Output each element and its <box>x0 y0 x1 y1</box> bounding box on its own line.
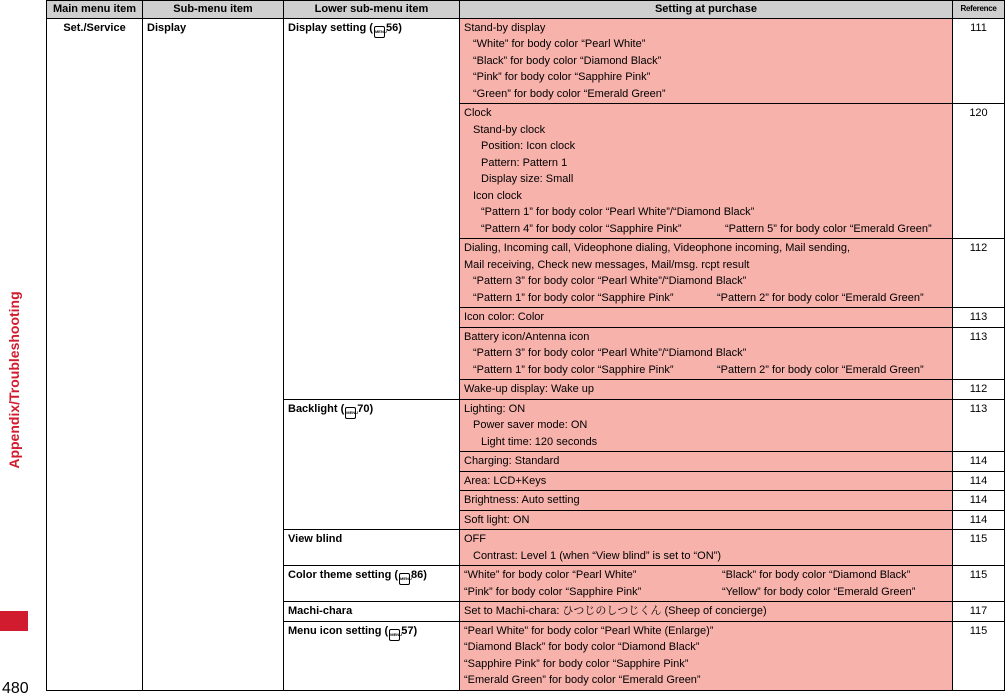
setting-cell-view-blind <box>460 530 953 566</box>
lower-item-machi-chara: Machi-chara <box>284 602 460 622</box>
menu-icon-label: Menu icon setting ( <box>288 624 389 637</box>
setting-line: OFF <box>464 533 486 545</box>
setting-cell-area <box>460 471 953 491</box>
setting-line-col1: “Pink” for body color “Sapphire Pink” <box>464 585 642 598</box>
reference-page: 113 <box>953 308 1005 328</box>
lower-item-color-theme <box>284 566 460 602</box>
reference-page: 114 <box>953 510 1005 530</box>
setting-line: Dialing, Incoming call, Videophone dialing, Videophone incoming, Mail sending, <box>464 242 851 254</box>
setting-cell-lighting <box>460 399 953 452</box>
section-title: Appendix/Troubleshooting <box>6 291 22 469</box>
reference-page: 120 <box>953 104 1005 239</box>
setting-line: Set to Machi-chara: ひつじのしつじくん (Sheep of concierge) <box>464 605 767 617</box>
book-icon: MENU <box>389 629 400 641</box>
setting-cell-brightness <box>460 491 953 511</box>
reference-page: 114 <box>953 452 1005 472</box>
setting-line-col2: “Pattern 2” for body color “Emerald Green” <box>717 291 924 304</box>
setting-cell-icon-color <box>460 308 953 328</box>
setting-line: “Emerald Green” for body color “Emerald Green” <box>464 674 701 686</box>
menu-icon-page: 57) <box>401 624 418 637</box>
section-sidebar <box>0 0 28 631</box>
book-icon: MENU <box>374 26 385 38</box>
setting-line-col1: “White” for body color “Pearl White” <box>464 569 637 581</box>
setting-line: Battery icon/Antenna icon <box>464 330 590 343</box>
section-tab-marker <box>0 611 28 631</box>
display-setting-page: 56) <box>385 21 402 34</box>
page-number: 480 <box>2 680 29 697</box>
setting-line: “Black” for body color “Diamond Black” <box>473 54 662 67</box>
setting-line: “Diamond Black” for body color “Diamond Black” <box>464 641 700 653</box>
setting-cell-color-theme <box>460 566 953 602</box>
setting-line: “Green” for body color “Emerald Green” <box>473 87 666 100</box>
setting-line: “White” for body color “Pearl White” <box>473 38 646 50</box>
setting-line-col1: “Pattern 4” for body color “Sapphire Pink” <box>481 222 682 235</box>
setting-line-col2: “Black” for body color “Diamond Black” <box>722 569 911 581</box>
setting-line: Light time: 120 seconds <box>481 435 598 448</box>
setting-line: “Pattern 3” for body color “Pearl White”/“Diamond Black” <box>473 347 747 359</box>
lower-item-view-blind: View blind <box>284 530 460 566</box>
setting-line: Soft light: ON <box>464 513 530 526</box>
setting-cell-machi-chara <box>460 602 953 622</box>
color-theme-page: 86) <box>411 569 427 581</box>
setting-line: Pattern: Pattern 1 <box>481 156 568 169</box>
setting-cell-standby <box>460 18 953 104</box>
setting-line: Power saver mode: ON <box>473 419 588 431</box>
lower-item-backlight <box>284 399 460 530</box>
setting-line: “Pattern 3” for body color “Pearl White”/“Diamond Black” <box>473 275 747 287</box>
reference-page: 112 <box>953 239 1005 308</box>
setting-cell-charging <box>460 452 953 472</box>
reference-page: 114 <box>953 491 1005 511</box>
setting-line <box>464 584 948 601</box>
reference-page: 117 <box>953 602 1005 622</box>
book-icon: MENU <box>399 573 410 585</box>
sub-menu-item: Display <box>143 18 284 690</box>
setting-line-col2: “Pattern 2” for body color “Emerald Green” <box>717 363 924 376</box>
reference-page: 112 <box>953 380 1005 400</box>
setting-line: Area: LCD+Keys <box>464 474 547 487</box>
setting-line: Stand-by display <box>464 21 546 34</box>
reference-page: 111 <box>953 18 1005 104</box>
header-main-menu-item: Main menu item <box>47 1 143 19</box>
header-lower-sub-menu-item: Lower sub-menu item <box>284 1 460 19</box>
setting-line-col1: “Pattern 1” for body color “Sapphire Pink” <box>473 363 674 376</box>
setting-line: Contrast: Level 1 (when “View blind” is set to “ON”) <box>473 549 721 562</box>
setting-cell-battery-antenna <box>460 327 953 380</box>
setting-cell-wakeup <box>460 380 953 400</box>
setting-line: “Pink” for body color “Sapphire Pink” <box>473 71 651 83</box>
setting-line-col1: “Pattern 1” for body color “Sapphire Pink” <box>473 291 674 304</box>
reference-page: 113 <box>953 327 1005 380</box>
backlight-label: Backlight ( <box>288 402 345 415</box>
setting-line: “Pattern 1” for body color “Pearl White”/“Diamond Black” <box>481 206 755 218</box>
setting-line <box>464 290 948 307</box>
reference-page: 113 <box>953 399 1005 452</box>
setting-line: Wake-up display: Wake up <box>464 383 595 395</box>
header-setting-at-purchase: Setting at purchase <box>460 1 953 19</box>
main-menu-item: Set./Service <box>47 18 143 690</box>
setting-cell-menu-icon <box>460 621 953 690</box>
reference-page: 114 <box>953 471 1005 491</box>
setting-line: Display size: Small <box>481 173 574 185</box>
setting-line <box>464 362 948 379</box>
setting-line <box>464 221 948 238</box>
section-title-container <box>0 0 28 631</box>
setting-line: Stand-by clock <box>473 123 546 136</box>
header-reference: Reference <box>953 1 1005 19</box>
setting-line: Position: Icon clock <box>481 140 576 152</box>
setting-line: Icon color: Color <box>464 311 545 323</box>
setting-line-col2: “Yellow” for body color “Emerald Green” <box>722 585 916 598</box>
setting-cell-soft-light <box>460 510 953 530</box>
setting-line: Icon clock <box>473 189 522 202</box>
lower-item-menu-icon <box>284 621 460 690</box>
setting-line-col2: “Pattern 5” for body color “Emerald Green” <box>725 222 932 235</box>
setting-cell-clock <box>460 104 953 239</box>
lower-item-display-setting <box>284 18 460 399</box>
table-header-row <box>47 1 1005 19</box>
settings-table <box>46 0 1005 691</box>
setting-line: Charging: Standard <box>464 455 560 467</box>
color-theme-label: Color theme setting ( <box>288 569 399 581</box>
setting-cell-dialing <box>460 239 953 308</box>
setting-line <box>464 567 948 584</box>
setting-line: “Pearl White” for body color “Pearl White (Enlarge)” <box>464 624 714 637</box>
table-row <box>47 18 1005 104</box>
book-icon: MENU <box>345 407 356 419</box>
reference-page: 115 <box>953 530 1005 566</box>
header-sub-menu-item: Sub-menu item <box>143 1 284 19</box>
setting-line: Brightness: Auto setting <box>464 494 580 506</box>
setting-line: Clock <box>464 107 492 119</box>
backlight-page: 70) <box>357 402 374 415</box>
setting-line: “Sapphire Pink” for body color “Sapphire Pink” <box>464 657 689 670</box>
setting-line: Mail receiving, Check new messages, Mail/msg. rcpt result <box>464 258 750 271</box>
display-setting-label: Display setting ( <box>288 21 373 34</box>
setting-line: Lighting: ON <box>464 402 526 415</box>
reference-page: 115 <box>953 566 1005 602</box>
reference-page: 115 <box>953 621 1005 690</box>
